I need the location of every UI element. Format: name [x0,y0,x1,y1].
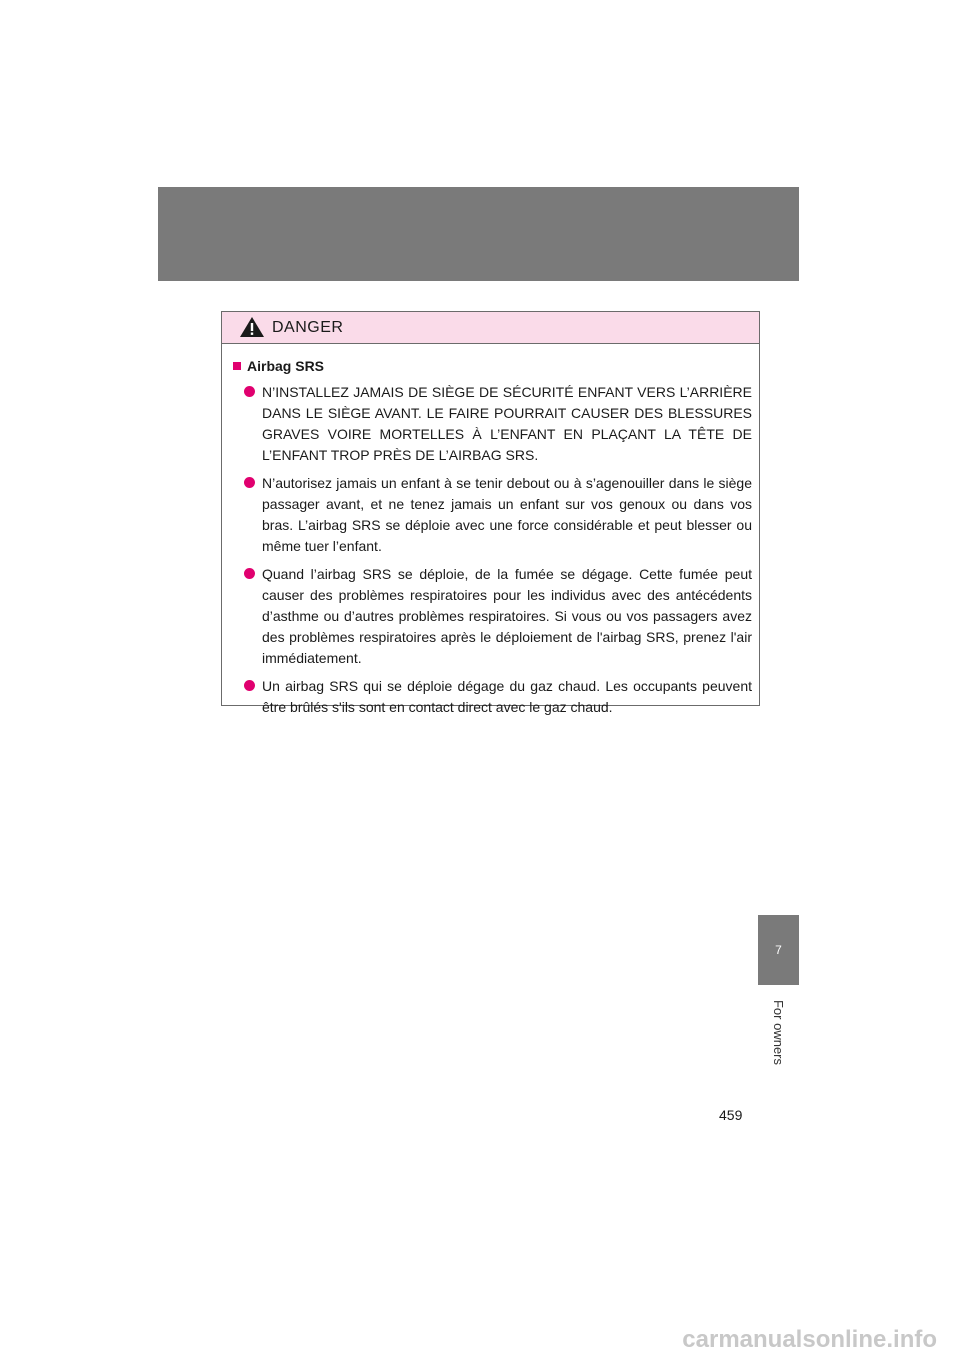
chapter-tab[interactable] [758,915,799,985]
list-item [233,564,752,669]
bullet-dot-icon [244,680,255,691]
list-item-text: N’INSTALLEZ JAMAIS DE SIÈGE DE SÉCURITÉ ENFANT VERS L’ARRIÈRE DANS LE SIÈGE AVANT. LE FAIRE POURRAIT CAUSER DES BLESSURES GRAVES VOIRE MORTELLES À L’ENFANT EN PLAÇANT LA TÊTE DE L’ENFANT TROP PRÈS DE L’AIRBAG SRS. [262,384,752,463]
danger-body [222,344,759,718]
section-title: Airbag SRS [247,358,325,374]
chapter-number: 7 [775,943,782,957]
list-item [233,382,752,466]
list-item-text: N’autorisez jamais un enfant à se tenir debout ou à s’agenouiller dans le siège passager avant, et ne tenez jamais un enfant sur vos genoux ou dans vos bras. L’airbag SRS se déploie avec une force considérable et peut blesser ou même tuer l’enfant. [262,475,752,554]
danger-title: DANGER [272,318,344,336]
warning-triangle-icon [239,316,265,338]
watermark-text: carmanualsonline.info [682,1326,937,1353]
section-heading [233,358,752,374]
square-bullet-icon [233,362,241,370]
page-number: 459 [719,1107,743,1123]
watermark [0,1322,960,1358]
header-band [158,187,799,281]
list-item-text: Quand l’airbag SRS se déploie, de la fumée se dégage. Cette fumée peut causer des problèmes respiratoires pour les individus avec des antécédents d’asthme ou d’autres problèmes respiratoires. Si vous ou vos passagers avez des problèmes respiratoires après le déploiement de l'airbag SRS, prenez l'air immédiatement. [262,566,752,666]
chapter-label-text: For owners [771,999,786,1065]
list-item [233,473,752,557]
list-item-text: Un airbag SRS qui se déploie dégage du gaz chaud. Les occupants peuvent être brûlés s'ils sont en contact direct avec le gaz chaud. [262,678,752,715]
list-item [233,676,752,718]
chapter-label [758,992,799,1072]
bullet-dot-icon [244,568,255,579]
bullet-dot-icon [244,386,255,397]
danger-box [221,311,760,715]
bullet-dot-icon [244,477,255,488]
danger-header [222,312,759,344]
